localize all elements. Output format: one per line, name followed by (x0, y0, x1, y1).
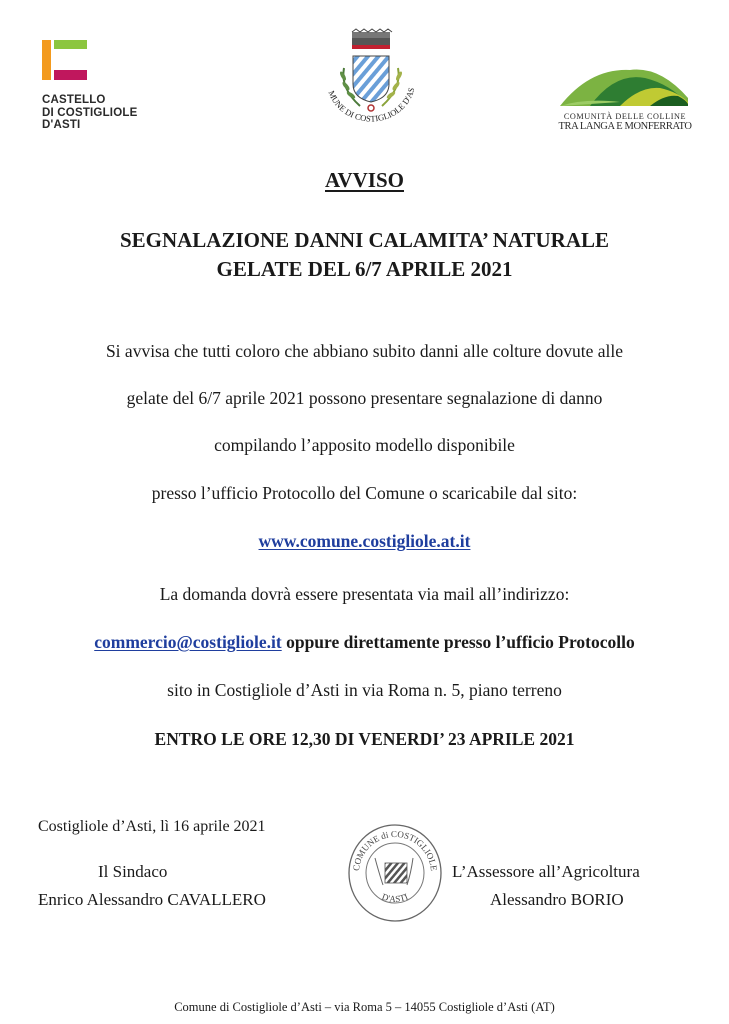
official-stamp-icon (345, 823, 445, 923)
body-line-1: Si avvisa che tutti coloro che abbiano subito danni alle colture dovute alle (105, 341, 624, 361)
place-date: Costigliole d’Asti, lì 16 aprile 2021 (38, 818, 266, 835)
svg-text:COMUNE di COSTIGLIOLE: COMUNE di COSTIGLIOLE (350, 828, 439, 872)
svg-text:D'ASTI: D'ASTI (380, 891, 410, 905)
comunita-logo-line1: COMUNITÀ DELLE COLLINE (563, 112, 687, 121)
email-suffix: oppure direttamente presso l’ufficio Protocollo (281, 632, 635, 652)
website-row (0, 531, 729, 552)
deadline: ENTRO LE ORE 12,30 DI VENERDI’ 23 APRILE 2021 (154, 729, 575, 749)
svg-text:COMUNE DI COSTIGLIOLE D'ASTI: MUNE DI COSTIGLIOLE D'AS (326, 86, 417, 124)
hills-logo-icon (560, 58, 690, 108)
notice-title: AVVISO (325, 168, 404, 192)
mayor-name: Enrico Alessandro CAVALLERO (38, 890, 266, 909)
submission-line: La domanda dovrà essere presentata via mail all’indirizzo: (159, 584, 570, 604)
website-link[interactable]: www.comune.costigliole.at.it (258, 531, 471, 551)
assessor-role: L’Assessore all’Agricoltura (452, 862, 640, 881)
comunita-logo-line2: TRA LANGA E MONFERRATO (558, 121, 692, 132)
municipal-crest-icon (316, 28, 426, 140)
address-line: sito in Costigliole d’Asti in via Roma n. 5, piano terreno (167, 680, 562, 700)
footer-address: Comune di Costigliole d’Asti – via Roma 5 – 14055 Costigliole d’Asti (AT) (174, 1000, 555, 1014)
body-line-2: gelate del 6/7 aprile 2021 possono presentare segnalazione di danno (126, 388, 603, 408)
email-row (0, 632, 729, 653)
notice-subject: SEGNALAZIONE DANNI CALAMITA’ NATURALE GELATE DEL 6/7 APRILE 2021 (119, 228, 610, 281)
castello-logo-icon (42, 40, 88, 80)
body-line-4: presso l’ufficio Protocollo del Comune o scaricabile dal sito: (151, 483, 578, 503)
castello-logo-text: CASTELLO DI COSTIGLIOLE D'ASTI (42, 94, 138, 131)
mayor-role: Il Sindaco (98, 862, 168, 881)
body-line-3: compilando l’apposito modello disponibile (214, 435, 515, 455)
assessor-name: Alessandro BORIO (490, 890, 624, 909)
email-link[interactable]: commercio@costigliole.it (94, 632, 282, 652)
